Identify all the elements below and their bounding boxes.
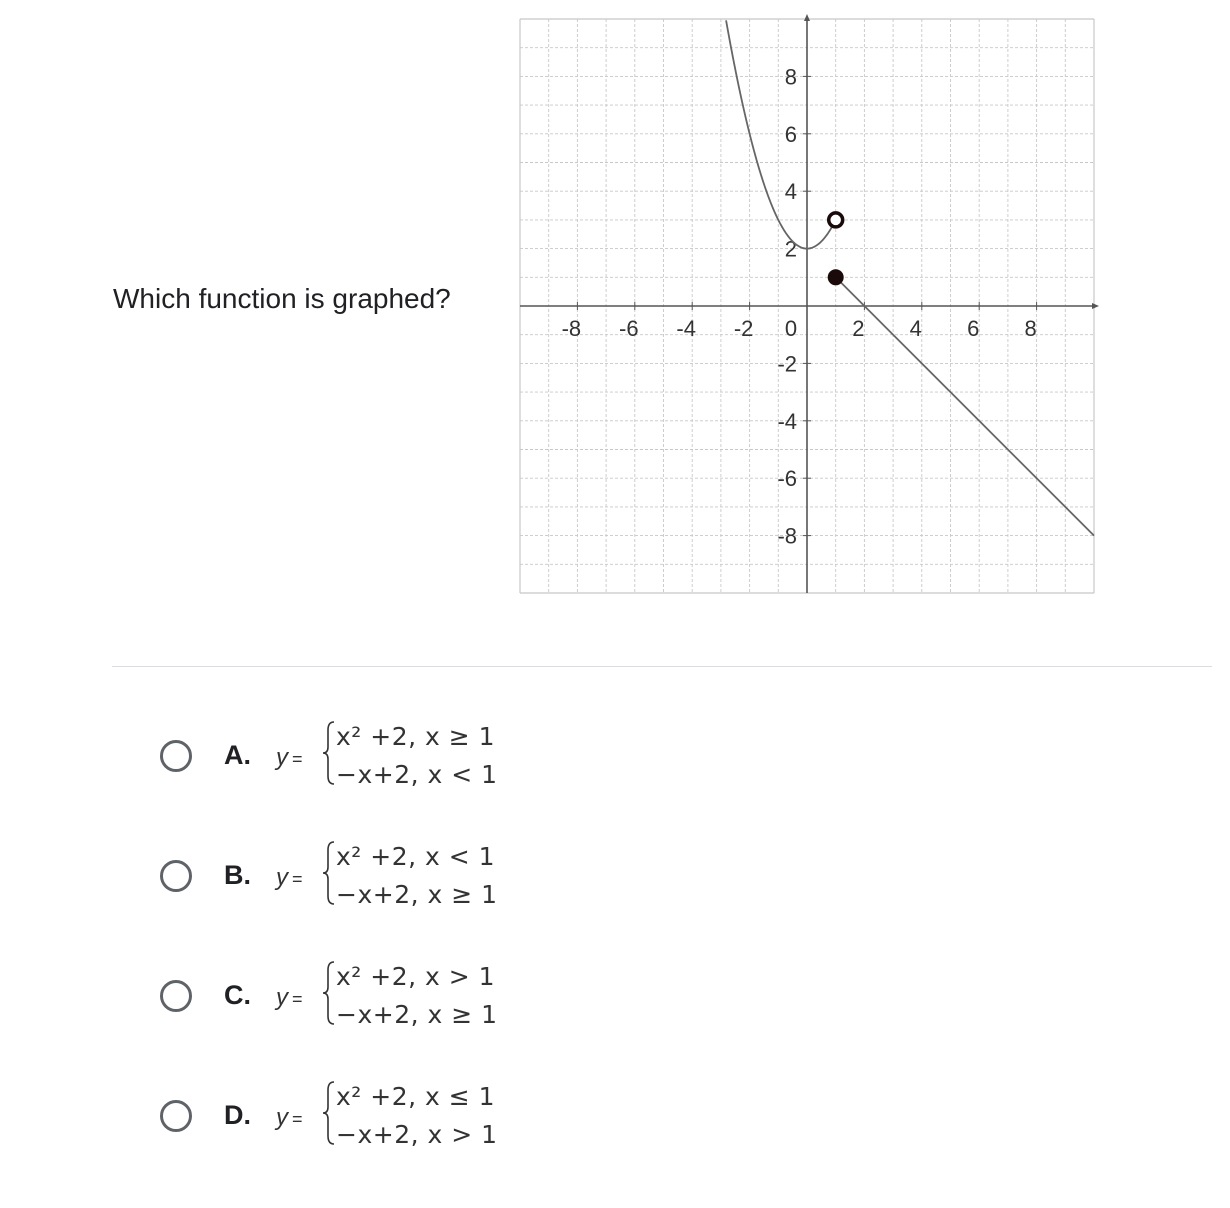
x-tick-label: -4 (676, 316, 696, 341)
brace-icon (322, 960, 336, 1026)
y-axis-arrow-icon (804, 14, 810, 21)
option-a-lhs: y = (276, 744, 303, 771)
x-tick-label: -6 (619, 316, 639, 341)
option-a-case-2: −x+2, x < 1 (336, 760, 498, 789)
option-b-case-1: x² +2, x < 1 (336, 842, 496, 871)
option-b-letter: B. (224, 860, 251, 890)
x-tick-label: 2 (852, 316, 865, 341)
option-c-letter: C. (224, 980, 251, 1010)
option-d-letter: D. (224, 1100, 251, 1130)
open-circle (829, 213, 843, 227)
option-b-lhs: y = (276, 864, 303, 891)
parabola-curve (726, 20, 836, 248)
y-tick-label: -4 (777, 408, 797, 434)
y-tick-label: -8 (777, 523, 797, 549)
axes (520, 14, 1099, 593)
option-c-case-2: −x+2, x ≥ 1 (336, 1000, 498, 1029)
radio-c[interactable] (160, 980, 192, 1012)
y-tick-label: -2 (777, 351, 797, 377)
option-a-case-1: x² +2, x ≥ 1 (336, 722, 496, 751)
question-text: Which function is graphed? (113, 283, 451, 314)
radio-b[interactable] (160, 860, 192, 892)
option-d-case-2: −x+2, x > 1 (336, 1120, 498, 1149)
brace-icon (322, 840, 336, 906)
y-tick-label: 4 (784, 179, 797, 205)
y-tick-label: 8 (784, 64, 797, 90)
option-d-case-1: x² +2, x ≤ 1 (336, 1082, 496, 1111)
brace-icon (322, 1080, 336, 1146)
linear-ray (836, 277, 1094, 535)
y-tick-label: 6 (784, 121, 797, 147)
x-tick-label: 4 (909, 316, 922, 341)
curves (726, 20, 1094, 535)
brace-icon (322, 720, 336, 786)
x-axis-arrow-icon (1092, 303, 1099, 309)
y-tick-label: 2 (784, 236, 797, 262)
option-a-letter: A. (224, 740, 251, 770)
x-tick-label: 8 (1024, 316, 1037, 341)
radio-d[interactable] (160, 1100, 192, 1132)
radio-a[interactable] (160, 740, 192, 772)
option-c-case-1: x² +2, x > 1 (336, 962, 496, 991)
option-b-case-2: −x+2, x ≥ 1 (336, 880, 498, 909)
x-tick-label: 6 (967, 316, 980, 341)
x-tick-label: 0 (784, 316, 798, 341)
option-d-lhs: y = (276, 1104, 303, 1131)
section-divider (112, 666, 1212, 667)
x-tick-label: -2 (733, 316, 754, 341)
option-c-lhs: y = (276, 984, 303, 1011)
x-tick-label: -8 (561, 316, 582, 341)
closed-circle (828, 269, 844, 285)
y-tick-label: -6 (777, 466, 797, 492)
